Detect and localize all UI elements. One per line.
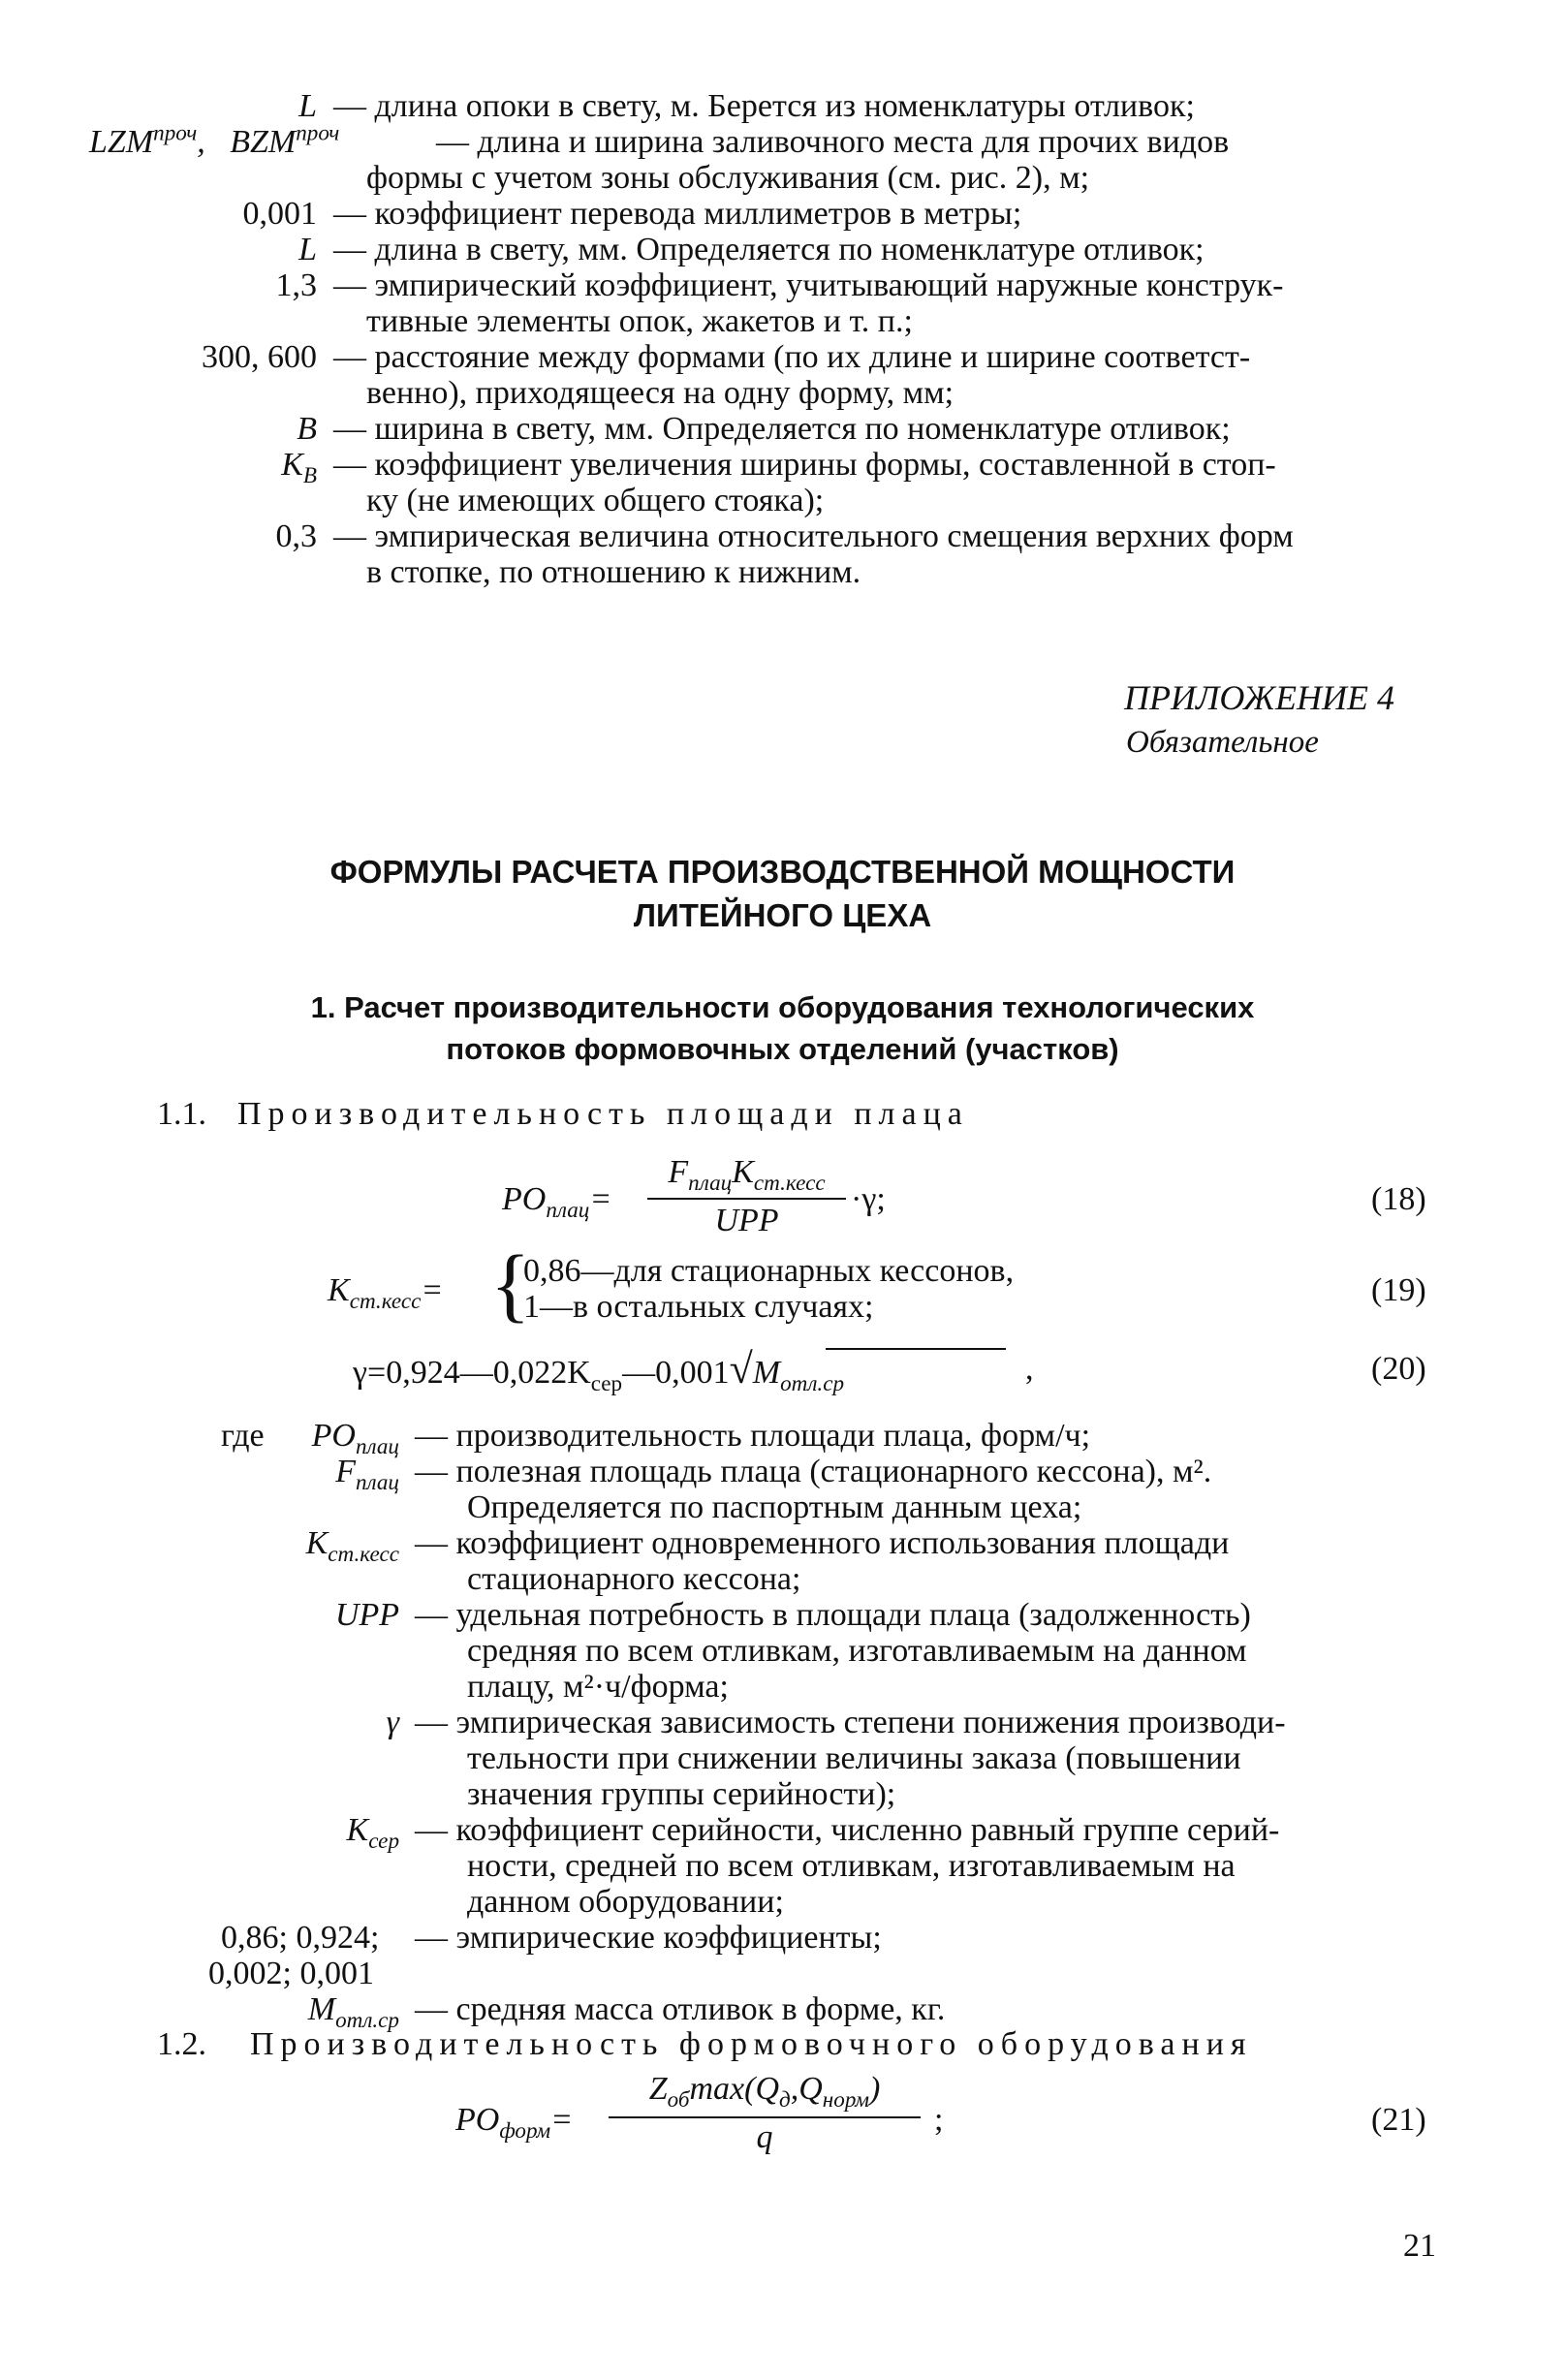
formula-tail: , [1025, 1351, 1034, 1387]
formula-tail: ; [934, 2102, 944, 2138]
def-symbol: $K_{сер}$ [346, 1812, 399, 1854]
def-symbol: 0,86; 0,924; [221, 1920, 380, 1956]
subsection-number: 1.2. [157, 2026, 206, 2062]
def-text: Определяется по паспортным данным цеха; [467, 1489, 1082, 1525]
def-text: ку (не имеющих общего стояка); [366, 483, 825, 518]
def-text: плацу, м²·ч/форма; [467, 1669, 729, 1705]
equation-number: (18) [1371, 1181, 1426, 1217]
section-heading-line2: потоков формовочных отделений (участков) [446, 1032, 1119, 1066]
def-symbol: $M_{отл.ср}$ [307, 1991, 399, 2033]
def-symbol: $K_{ст.кесс}$ [305, 1525, 399, 1567]
equation-number: (21) [1371, 2102, 1426, 2138]
def-text: — эмпирическая величина относительного смещения верхних форм [333, 518, 1294, 554]
def-text: венно), приходящееся на одну форму, мм; [366, 375, 955, 411]
equation-number: (20) [1371, 1351, 1426, 1387]
appendix-title: ПРИЛОЖЕНИЕ 4 [1124, 678, 1394, 717]
def-text: средняя по всем отливкам, изготавливаемым на данном [467, 1633, 1247, 1669]
def-symbol: $K_B$ [281, 447, 317, 488]
sqrt-bar [826, 1348, 1006, 1350]
def-text: — средняя масса отливок в форме, кг. [415, 1991, 946, 2027]
def-symbol: γ [386, 1705, 399, 1740]
formula-lhs: $K_{ст.кесс}=$ [328, 1272, 444, 1314]
formula-case1: 0,86—для стационарных кессонов, [523, 1253, 1015, 1289]
page-number: 21 [1403, 2228, 1436, 2264]
def-text: — эмпирические коэффициенты; [415, 1920, 882, 1956]
def-symbol: $LZM^{проч}$, $BZM^{проч}$ [89, 120, 340, 160]
def-text: — полезная площадь плаца (стационарного кессона), м². [415, 1454, 1212, 1489]
formula-lhs: $PO_{форм}=$ [455, 2102, 574, 2144]
equation-number: (19) [1371, 1272, 1426, 1308]
formula-tail: ·γ; [851, 1181, 886, 1217]
appendix-subtitle: Обязательное [1126, 725, 1319, 760]
def-text: — длина опоки в свету, м. Берется из номенклатуры отливок; [333, 88, 1195, 124]
def-text: формы с учетом зоны обслуживания (см. рис. 2), м; [366, 160, 1090, 196]
def-symbol: 0,3 [275, 518, 317, 554]
subsection-title: Производительность площади плаца [237, 1096, 969, 1132]
def-text: — производительность площади плаца, форм/ч; [415, 1418, 1091, 1454]
def-text: тивные элементы опок, жакетов и т. п.; [366, 303, 913, 339]
def-text: — длина в свету, мм. Определяется по номенклатуре отливок; [333, 232, 1205, 267]
formula-denominator: UPP [714, 1203, 779, 1238]
def-text: — длина и ширина заливочного места для прочих видов [436, 124, 1230, 160]
def-text: — коэффициент серийности, численно равный группе серий- [415, 1812, 1280, 1848]
def-symbol: 0,001 [242, 196, 317, 232]
where-label: где [221, 1418, 265, 1454]
def-symbol: B [297, 411, 317, 447]
page-heading-line2: ЛИТЕЙНОГО ЦЕХА [633, 897, 932, 933]
formula-case2: 1—в остальных случаях; [523, 1289, 874, 1325]
def-text: — коэффициент одновременного использования площади [415, 1525, 1230, 1561]
formula-expression: $\gamma=0,924—0,022K_{сер}—0,001√M_{отл.ср}$ [353, 1345, 845, 1396]
subsection-number: 1.1. [157, 1096, 206, 1132]
page-heading-line1: ФОРМУЛЫ РАСЧЕТА ПРОИЗВОДСТВЕННОЙ МОЩНОСТИ [329, 854, 1236, 890]
def-text: в стопке, по отношению к нижним. [366, 554, 861, 590]
def-text: тельности при снижении величины заказа (повышении [467, 1740, 1241, 1776]
def-text: — удельная потребность в площади плаца (задолженность) [415, 1597, 1251, 1633]
def-symbol: $F_{плац}$ [335, 1454, 399, 1495]
def-symbol: L [298, 88, 317, 124]
def-symbol: $PO_{плац}$ [311, 1418, 399, 1459]
def-symbol: L [298, 232, 317, 267]
def-text: данном оборудовании; [467, 1884, 784, 1920]
def-text: стационарного кессона; [467, 1561, 801, 1597]
formula-numerator: $Z_{об}\max(Q_д,Q_{норм})$ [648, 2071, 881, 2113]
def-symbol: 1,3 [275, 267, 317, 303]
fraction-bar [647, 1198, 846, 1200]
def-text: — эмпирическая зависимость степени понижения производи- [415, 1705, 1286, 1740]
formula-lhs: $PO_{плац}=$ [502, 1181, 612, 1223]
def-symbol: 300, 600 [202, 339, 317, 375]
brace-symbol: { [490, 1237, 531, 1331]
def-text: — ширина в свету, мм. Определяется по номенклатуре отливок; [333, 411, 1231, 447]
formula-numerator: $F_{плац}K_{ст.кесс}$ [668, 1154, 826, 1196]
def-symbol: 0,002; 0,001 [208, 1956, 374, 1991]
section-heading-line1: 1. Расчет производительности оборудования технологических [310, 990, 1255, 1024]
def-text: значения группы серийности); [467, 1776, 896, 1812]
def-symbol: UPP [334, 1597, 399, 1633]
def-text: — коэффициент увеличения ширины формы, составленной в стоп- [333, 447, 1276, 483]
formula-denominator: q [756, 2119, 773, 2155]
def-text: — расстояние между формами (по их длине и ширине соответст- [333, 339, 1251, 375]
subsection-title: Производительность формовочного оборудования [250, 2026, 1253, 2062]
def-text: — эмпирический коэффициент, учитывающий наружные конструк- [333, 267, 1284, 303]
def-text: ности, средней по всем отливкам, изготавливаемым на [467, 1848, 1236, 1884]
def-text: — коэффициент перевода миллиметров в метры; [333, 196, 1022, 232]
